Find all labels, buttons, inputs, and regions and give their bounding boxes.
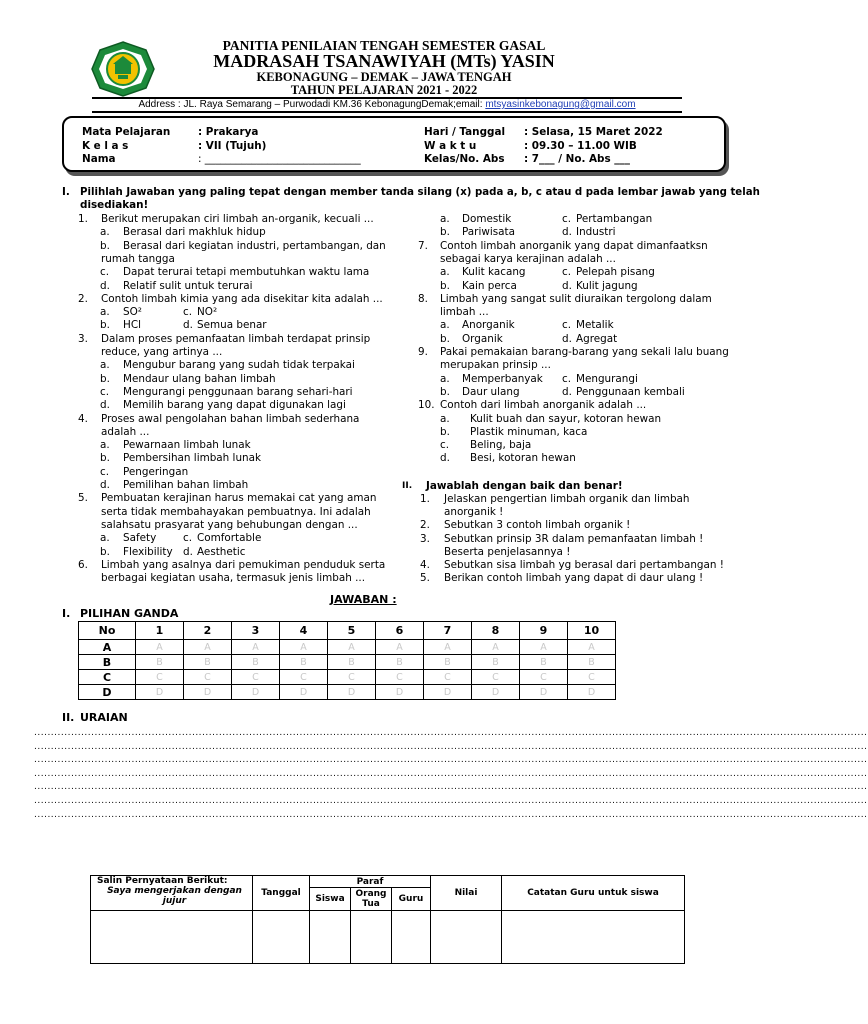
- question-text: Limbah yang sangat sulit diuraikan tergolong dalam: [440, 292, 712, 305]
- answer-cell[interactable]: B: [424, 655, 472, 670]
- option-marker: d.: [562, 385, 572, 398]
- grid-number-header: 1: [136, 622, 184, 640]
- essay-number: 2.: [420, 519, 430, 532]
- question-text: Pakai pemakaian barang-barang yang sekali lalu buang: [440, 346, 729, 358]
- answer-cell[interactable]: C: [136, 670, 184, 685]
- option-marker: a.: [440, 213, 450, 225]
- answer-cell[interactable]: B: [520, 655, 568, 670]
- option-marker: a.: [440, 319, 450, 332]
- option-text: Agregat: [576, 332, 618, 345]
- answer-cell[interactable]: C: [568, 670, 616, 685]
- address-line: [92, 99, 682, 110]
- answer-grid: [78, 621, 616, 700]
- option-marker: d.: [100, 399, 110, 412]
- header-rule-bottom: [92, 111, 682, 113]
- siswa-sign[interactable]: [310, 911, 351, 964]
- catatan-header: Catatan Guru untuk siswa: [502, 876, 685, 911]
- committee-title: PANITIA PENILAIAN TENGAH SEMESTER GASAL: [222, 38, 546, 53]
- question-number: 6.: [78, 558, 88, 571]
- grid-number-header: 7: [424, 622, 472, 640]
- question-text: Dalam proses pemanfaatan limbah terdapat prinsip: [101, 332, 371, 345]
- option-marker: a.: [100, 439, 110, 452]
- option-marker: d.: [100, 279, 110, 292]
- orang-tua-sign[interactable]: [351, 911, 392, 964]
- orang-label: Orang: [355, 889, 387, 899]
- question-number: 3.: [78, 332, 88, 345]
- answer-cell[interactable]: B: [328, 655, 376, 670]
- grid-number-header: 10: [568, 622, 616, 640]
- question-text: Berikut merupakan ciri limbah an-organik, kecuali ...: [101, 213, 374, 225]
- catatan-input[interactable]: [502, 911, 685, 964]
- answer-cell[interactable]: C: [280, 670, 328, 685]
- option-text: Berasal dari makhluk hidup: [123, 226, 266, 239]
- answer-cell[interactable]: A: [520, 640, 568, 655]
- grid-row-label: A: [79, 640, 136, 655]
- answer-cell[interactable]: D: [328, 685, 376, 700]
- option-marker: a.: [440, 372, 450, 385]
- question-number: 9.: [418, 346, 428, 358]
- question-text: rumah tangga: [101, 252, 175, 265]
- question-text: Limbah yang asalnya dari pemukiman penduduk serta: [101, 558, 386, 571]
- option-marker: d.: [183, 545, 193, 558]
- option-text: Memilih barang yang dapat digunakan lagi: [123, 399, 346, 412]
- option-text: Pelepah pisang: [576, 266, 655, 279]
- answers-title: JAWABAN :: [330, 593, 397, 606]
- question-number: 5.: [78, 492, 88, 505]
- question-text: salahsatu prasyarat yang behubungan dengan ...: [101, 518, 358, 531]
- essay-number: 4.: [420, 559, 430, 571]
- option-marker: a.: [100, 226, 110, 239]
- kelas-value: : VII (Tujuh): [198, 140, 267, 152]
- option-text: Comfortable: [197, 532, 262, 545]
- hari-label: Hari / Tanggal: [424, 126, 506, 138]
- essay-answer-line[interactable]: ........................................................................................................................................................................................................................................................: [34, 768, 868, 779]
- option-marker: d.: [440, 452, 450, 465]
- answer-cell[interactable]: A: [472, 640, 520, 655]
- option-text: Penggunaan kembali: [576, 385, 685, 398]
- option-marker: c.: [562, 319, 572, 332]
- option-text: Organik: [462, 332, 503, 345]
- answer-cell[interactable]: B: [184, 655, 232, 670]
- answer-cell[interactable]: A: [424, 640, 472, 655]
- question-text: Proses awal pengolahan bahan limbah sederhana: [101, 412, 360, 425]
- answer-cell[interactable]: C: [472, 670, 520, 685]
- answer-cell[interactable]: A: [136, 640, 184, 655]
- option-marker: c.: [562, 372, 572, 385]
- statement-cell: [91, 876, 253, 911]
- statement-line1: Saya mengerjakan dengan: [107, 886, 242, 896]
- address-text: Address : JL. Raya Semarang – Purwodadi KM.36 KebonagungDemak;email:: [138, 99, 486, 110]
- section1-instruction-cont: disediakan!: [80, 199, 149, 211]
- option-text: Semua benar: [197, 319, 267, 332]
- academic-year: TAHUN PELAJARAN 2021 - 2022: [290, 83, 478, 97]
- option-text: Plastik minuman, kaca: [470, 425, 588, 438]
- pg-number: I.: [62, 607, 71, 620]
- essay-text: anorganik !: [444, 506, 504, 519]
- option-marker: b.: [440, 279, 450, 292]
- option-text: Anorganik: [462, 319, 515, 332]
- option-marker: d.: [562, 332, 572, 345]
- question-text: limbah ...: [440, 306, 489, 319]
- answer-cell[interactable]: D: [184, 685, 232, 700]
- grid-number-header: 6: [376, 622, 424, 640]
- question-text: Pembuatan kerajinan harus memakai cat yang aman: [101, 492, 377, 505]
- option-text: Besi, kotoran hewan: [470, 452, 576, 465]
- option-text: Metalik: [576, 319, 614, 332]
- answer-cell[interactable]: A: [280, 640, 328, 655]
- option-text: Pembersihan limbah lunak: [123, 452, 262, 465]
- answer-cell[interactable]: B: [136, 655, 184, 670]
- option-marker: b.: [100, 545, 110, 558]
- option-marker: b.: [440, 425, 450, 438]
- orang-tua-header: [351, 888, 392, 911]
- option-marker: c.: [100, 266, 110, 279]
- grid-number-header: 8: [472, 622, 520, 640]
- hari-value: : Selasa, 15 Maret 2022: [524, 126, 663, 138]
- essay-text: Sebutkan 3 contoh limbah organik !: [444, 519, 631, 532]
- essay-answer-line[interactable]: ........................................................................................................................................................................................................................................................: [34, 809, 868, 820]
- option-marker: a.: [440, 266, 450, 279]
- answer-cell[interactable]: D: [280, 685, 328, 700]
- answer-cell[interactable]: D: [232, 685, 280, 700]
- answer-cell[interactable]: C: [328, 670, 376, 685]
- option-text: Kulit kacang: [462, 266, 526, 279]
- essay-number: 1.: [420, 493, 430, 505]
- question-number: 7.: [418, 239, 428, 252]
- nama-field[interactable]: : ______________________________: [198, 153, 361, 165]
- essay-answer-line[interactable]: ........................................................................................................................................................................................................................................................: [34, 755, 868, 766]
- question-text: sebagai karya kerajinan adalah ...: [440, 252, 616, 265]
- answer-cell[interactable]: A: [376, 640, 424, 655]
- question-number: 2.: [78, 292, 88, 305]
- answer-cell[interactable]: D: [472, 685, 520, 700]
- option-marker: c.: [183, 306, 193, 319]
- section2-number: II.: [402, 481, 413, 491]
- question-number: 4.: [78, 412, 88, 425]
- option-text: Flexibility: [123, 545, 173, 558]
- section1-instruction: Pilihlah Jawaban yang paling tepat dengan member tanda silang (x) pada a, b, c atau d pada lembar jawab yang telah: [80, 187, 760, 198]
- email-link[interactable]: mtsyasinkebonagung@gmail.com: [485, 99, 636, 110]
- option-text: Aesthetic: [197, 545, 246, 558]
- option-text: SO²: [123, 306, 142, 319]
- answer-cell[interactable]: C: [376, 670, 424, 685]
- option-marker: b.: [100, 319, 110, 332]
- essay-text: Sebutkan sisa limbah yg berasal dari pertambangan !: [444, 559, 724, 571]
- essay-answer-line[interactable]: ........................................................................................................................................................................................................................................................: [34, 782, 868, 793]
- option-marker: c.: [562, 266, 572, 279]
- essay-answer-line[interactable]: ........................................................................................................................................................................................................................................................: [34, 728, 868, 738]
- option-text: Relatif sulit untuk terurai: [123, 279, 253, 292]
- guru-header: Guru: [392, 888, 431, 911]
- answer-cell[interactable]: D: [136, 685, 184, 700]
- paraf-header: Paraf: [310, 876, 431, 888]
- school-name: MADRASAH TSANAWIYAH (MTs) YASIN: [213, 51, 555, 71]
- tanggal-header: Tanggal: [253, 876, 310, 911]
- option-marker: c.: [100, 465, 110, 478]
- essay-text: Berikan contoh limbah yang dapat di daur ulang !: [444, 572, 704, 585]
- grid-row-label: D: [79, 685, 136, 700]
- answer-cell[interactable]: A: [328, 640, 376, 655]
- option-marker: b.: [100, 452, 110, 465]
- grid-number-header: 2: [184, 622, 232, 640]
- option-marker: b.: [440, 332, 450, 345]
- option-marker: c.: [183, 532, 193, 545]
- option-marker: a.: [100, 359, 110, 372]
- grid-number-header: 9: [520, 622, 568, 640]
- uraian-number: II.: [62, 711, 75, 724]
- answer-cell[interactable]: C: [520, 670, 568, 685]
- option-marker: d.: [562, 226, 572, 239]
- option-text: Berasal dari kegiatan industri, pertambangan, dan: [123, 239, 386, 252]
- option-marker: b.: [100, 239, 110, 252]
- answer-cell[interactable]: C: [424, 670, 472, 685]
- question-text: berbagai kegiatan usaha, termasuk jenis limbah ...: [101, 572, 366, 585]
- grid-row-label: C: [79, 670, 136, 685]
- answer-cell[interactable]: A: [568, 640, 616, 655]
- section1-number: I.: [62, 186, 70, 198]
- option-text: Kulit buah dan sayur, kotoran hewan: [470, 412, 662, 425]
- school-location: KEBONAGUNG – DEMAK – JAWA TENGAH: [256, 70, 512, 84]
- grid-no-header: No: [79, 622, 136, 640]
- answer-cell[interactable]: B: [472, 655, 520, 670]
- question-text: serta tidak membahayakan pembuatnya. Ini adalah: [101, 505, 371, 518]
- answer-cell[interactable]: D: [424, 685, 472, 700]
- question-number: 10.: [418, 399, 435, 412]
- option-marker: a.: [100, 532, 110, 545]
- tanggal-input[interactable]: [253, 911, 310, 964]
- option-text: Pertambangan: [576, 213, 653, 225]
- option-marker: c.: [440, 439, 450, 452]
- option-marker: a.: [100, 306, 110, 319]
- grid-number-header: 3: [232, 622, 280, 640]
- siswa-header: Siswa: [310, 888, 351, 911]
- question-text: merupakan prinsip ...: [440, 359, 551, 372]
- pg-title: PILIHAN GANDA: [80, 607, 179, 620]
- signature-table: [90, 875, 685, 964]
- abs-label: Kelas/No. Abs: [424, 153, 505, 165]
- essay-text: Beserta penjelasannya !: [444, 545, 571, 558]
- option-marker: b.: [100, 372, 110, 385]
- answer-cell[interactable]: B: [568, 655, 616, 670]
- option-text: Safety: [123, 532, 157, 545]
- abs-field[interactable]: : 7___ / No. Abs ___: [524, 153, 630, 165]
- kelas-label: K e l a s: [82, 140, 129, 152]
- option-text: NO²: [197, 306, 218, 319]
- option-marker: d.: [100, 479, 110, 491]
- guru-sign[interactable]: [392, 911, 431, 964]
- option-marker: b.: [440, 226, 450, 239]
- answer-cell[interactable]: B: [232, 655, 280, 670]
- option-text: Memperbanyak: [462, 372, 543, 385]
- option-text: Kain perca: [462, 279, 517, 292]
- statement-input[interactable]: [91, 911, 253, 964]
- question-text: adalah ...: [101, 425, 150, 438]
- option-text: Industri: [576, 226, 616, 239]
- waktu-label: W a k t u: [424, 140, 477, 152]
- option-text: HCl: [123, 319, 141, 332]
- question-text: Contoh limbah anorganik yang dapat dimanfaatksn: [440, 239, 708, 252]
- essay-text: Sebutkan prinsip 3R dalam pemanfaatan limbah !: [444, 532, 704, 545]
- answer-cell[interactable]: D: [520, 685, 568, 700]
- grid-row-label: B: [79, 655, 136, 670]
- option-marker: d.: [562, 279, 572, 292]
- option-text: Mengubur barang yang sudah tidak terpakai: [123, 359, 355, 372]
- option-text: Pariwisata: [462, 226, 515, 239]
- essay-number: 5.: [420, 572, 430, 585]
- section2-title: Jawablah dengan baik dan benar!: [426, 480, 623, 492]
- question-number: 1.: [78, 213, 88, 225]
- essay-number: 3.: [420, 532, 430, 545]
- option-text: Pewarnaan limbah lunak: [123, 439, 251, 452]
- option-text: Beling, baja: [470, 439, 532, 452]
- answer-cell[interactable]: A: [184, 640, 232, 655]
- option-text: Daur ulang: [462, 385, 520, 398]
- answer-cell[interactable]: C: [184, 670, 232, 685]
- option-marker: d.: [183, 319, 193, 332]
- essay-text: Jelaskan pengertian limbah organik dan limbah: [444, 493, 690, 505]
- option-text: Pemilihan bahan limbah: [123, 479, 249, 491]
- answer-cell[interactable]: B: [376, 655, 424, 670]
- uraian-title: URAIAN: [80, 711, 128, 724]
- grid-number-header: 4: [280, 622, 328, 640]
- option-marker: c.: [100, 385, 110, 398]
- waktu-value: : 09.30 – 11.00 WIB: [524, 140, 637, 152]
- answer-cell[interactable]: D: [376, 685, 424, 700]
- question-text: Contoh limbah kimia yang ada disekitar kita adalah ...: [101, 292, 383, 305]
- statement-line2: jujur: [162, 896, 187, 906]
- nilai-input[interactable]: [431, 911, 502, 964]
- answer-cell[interactable]: A: [232, 640, 280, 655]
- option-text: Domestik: [462, 213, 512, 225]
- option-marker: b.: [440, 385, 450, 398]
- option-text: Dapat terurai tetapi membutuhkan waktu lama: [123, 266, 370, 279]
- option-text: Kulit jagung: [576, 279, 638, 292]
- essay-answer-line[interactable]: ........................................................................................................................................................................................................................................................: [34, 796, 868, 806]
- nilai-header: Nilai: [431, 876, 502, 911]
- tua-label: Tua: [362, 899, 380, 909]
- question-number: 8.: [418, 292, 428, 305]
- question-text: reduce, yang artinya ...: [101, 346, 223, 358]
- mapel-value: : Prakarya: [198, 126, 259, 138]
- option-text: Mendaur ulang bahan limbah: [123, 372, 276, 385]
- nama-label: Nama: [82, 153, 116, 165]
- answer-cell[interactable]: B: [280, 655, 328, 670]
- salin-label: Salin Pernyataan Berikut:: [97, 876, 228, 886]
- option-marker: a.: [440, 412, 450, 425]
- option-text: Pengeringan: [123, 465, 189, 478]
- mapel-label: Mata Pelajaran: [82, 126, 171, 138]
- question-text: Contoh dari limbah anorganik adalah ...: [440, 399, 647, 412]
- answer-cell[interactable]: D: [568, 685, 616, 700]
- grid-number-header: 5: [328, 622, 376, 640]
- option-marker: c.: [562, 213, 572, 225]
- option-text: Mengurangi penggunaan barang sehari-hari: [123, 385, 353, 398]
- answer-cell[interactable]: C: [232, 670, 280, 685]
- option-text: Mengurangi: [576, 372, 638, 385]
- essay-answer-line[interactable]: ........................................................................................................................................................................................................................................................: [34, 741, 868, 752]
